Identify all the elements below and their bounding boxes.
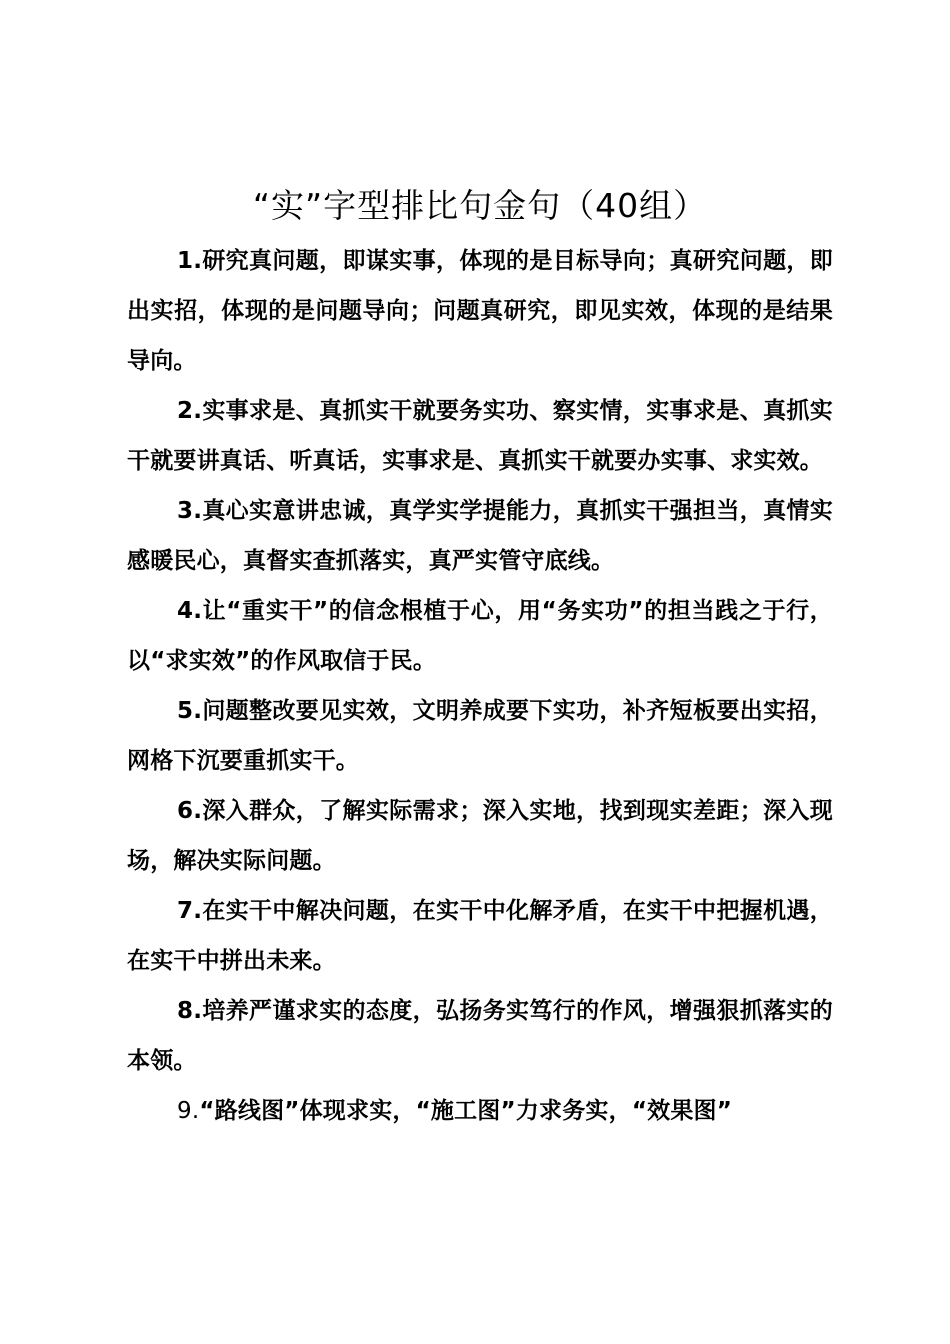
paragraph-2 (127, 386, 833, 486)
item-number: 2. (177, 398, 203, 424)
item-number: 9. (177, 1098, 200, 1124)
paragraph-3 (127, 486, 833, 586)
item-number: 8. (177, 998, 203, 1024)
item-number: 3. (177, 498, 203, 524)
item-text: 深入群众，了解实际需求；深入实地，找到现实差距；深入现场，解决实际问题。 (127, 798, 833, 874)
item-text: 培养严谨求实的态度，弘扬务实笃行的作风，增强狠抓落实的本领。 (127, 998, 833, 1074)
item-text: 在实干中解决问题，在实干中化解矛盾，在实干中把握机遇，在实干中拼出未来。 (127, 898, 833, 974)
item-number: 1. (177, 248, 203, 274)
item-number: 6. (177, 798, 203, 824)
item-text: 让“重实干”的信念根植于心，用“务实功”的担当践之于行，以“求实效”的作风取信于民。 (127, 598, 833, 674)
paragraph-5 (127, 686, 833, 786)
document-title: “实”字型排比句金句（40组） (252, 186, 708, 225)
item-text: 实事求是、真抓实干就要务实功、察实情，实事求是、真抓实干就要讲真话、听真话，实事求是、真抓实干就要办实事、求实效。 (127, 398, 833, 474)
item-number: 7. (177, 898, 203, 924)
document-page (127, 178, 833, 1136)
item-text: “路线图”体现求实，“施工图”力求务实，“效果图” (199, 1098, 733, 1124)
paragraph-8 (127, 986, 833, 1086)
item-text: 问题整改要见实效，文明养成要下实功，补齐短板要出实招，网格下沉要重抓实干。 (127, 698, 833, 774)
item-text: 真心实意讲忠诚，真学实学提能力，真抓实干强担当，真情实感暖民心，真督实查抓落实，真严实管守底线。 (127, 498, 833, 574)
item-text: 研究真问题，即谋实事，体现的是目标导向；真研究问题，即出实招，体现的是问题导向；问题真研究，即见实效，体现的是结果导向。 (127, 248, 833, 374)
paragraph-7 (127, 886, 833, 986)
paragraph-6 (127, 786, 833, 886)
item-number: 4. (177, 598, 203, 624)
item-number: 5. (177, 698, 203, 724)
paragraph-4 (127, 586, 833, 686)
paragraph-1 (127, 236, 833, 386)
paragraph-9 (127, 1086, 833, 1136)
